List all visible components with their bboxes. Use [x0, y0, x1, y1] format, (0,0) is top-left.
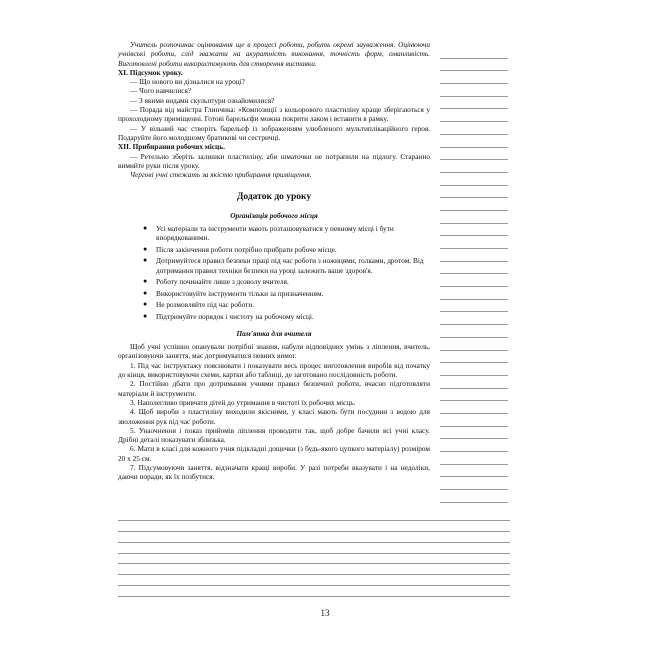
note-line [440, 122, 508, 135]
list-item: ● Підтримуйте порядок і чистоту на робочому місці. [156, 312, 430, 321]
note-line [118, 554, 510, 565]
list-item: ● Дотримуйтеся правил безпеки праці під час роботи з ножицями, голками, дротом. Від дотримання правил техніки безпеки на уроці залежить ваше здоров'я. [156, 256, 430, 275]
workplace-list [118, 224, 430, 321]
teacher-memo-item: 4. Щоб вироби з пластиліну виходили якісними, у класі мають бути посудини з водою для зволоження рук під час роботи. [118, 407, 430, 426]
note-line [118, 564, 510, 575]
note-line [440, 109, 508, 122]
teacher-memo-heading: Пам'ятка для вчителя [236, 328, 312, 338]
note-line [440, 160, 508, 173]
note-line [440, 401, 508, 414]
appendix-heading: Додаток до уроку [236, 192, 312, 203]
note-line [440, 414, 508, 427]
note-line [118, 586, 510, 597]
list-item: ● Роботу починайте лише з дозволу вчителя. [156, 277, 430, 286]
note-line [440, 198, 508, 211]
teacher-memo-item: 5. Унаочнення і показ прийомів ліплення проводити так, щоб добре бачили всі учні класу. Дрібні деталі показувати зблизька. [118, 425, 430, 445]
note-line [440, 46, 508, 59]
section-11-item: — У вільний час створіть барельєф із зображенням улюбленого мультиплікаційного героя. Подаруйте його молодшому братикові чи сестричці. [118, 123, 430, 142]
teacher-memo-intro: Щоб учні успішно опанували потрібні знання, набули відповідних умінь з ліплення, вчитель, організовуючи заняття, має дотримуватися певних вимог. [118, 342, 430, 361]
note-line [440, 211, 508, 224]
section-11-item: — З якими видами скульптури ознайомилися? [130, 95, 275, 105]
list-item: ● Усі матеріали та інструменти мають розташовуватися у певному місці і бути впорядкованими. [156, 224, 430, 243]
note-line [440, 452, 508, 465]
list-item: ● Після закінчення роботи потрібно прибрати робоче місце. [156, 245, 430, 254]
note-line [440, 312, 508, 325]
section-12-text: — Ретельно зберіть залишки пластиліну, аби шматочки не потрапили на підлогу. Старанно вимийте руки після уроку. [118, 151, 430, 170]
note-line [440, 338, 508, 351]
note-line [440, 351, 508, 364]
note-line [440, 186, 508, 199]
note-line [118, 543, 510, 554]
note-line [440, 490, 508, 503]
teacher-memo-item: 2. Постійно дбати про дотримання учнями правил безпечної роботи, вчасно підготовляти матеріали й інструменти. [118, 379, 430, 398]
note-line [440, 249, 508, 262]
note-line [440, 135, 508, 148]
teacher-memo-item: 3. Наполегливо привчати дітей до утримання в чистоті їх робочих місць. [130, 397, 356, 407]
margin-note-lines [440, 46, 508, 503]
note-line [118, 510, 510, 521]
note-line [440, 84, 508, 97]
note-line [440, 71, 508, 84]
note-line [440, 59, 508, 72]
note-line [440, 287, 508, 300]
section-11-item: — Чого навчилися? [130, 86, 192, 96]
section-11-item: — Що нового ви дізналися на уроці? [130, 77, 245, 87]
note-line [118, 521, 510, 532]
workplace-heading: Організація робочого місця [230, 210, 318, 220]
teacher-memo-item: 7. Підсумовуючи заняття, відзначати кращі вироби. У разі потреби вказувати і на недоліки, даючи поради, як їх позбутися. [118, 463, 430, 482]
note-line [118, 575, 510, 586]
note-line [440, 389, 508, 402]
section-11-heading: XI. Підсумок уроку. [118, 67, 183, 77]
note-line [440, 363, 508, 376]
note-line [440, 236, 508, 249]
main-text-column [118, 40, 430, 482]
note-line [440, 376, 508, 389]
section-12-heading: XII. Прибирання робочих місць. [118, 142, 225, 152]
note-line [440, 148, 508, 161]
section-12-note: Черговi учні стежать за якістю прибирання приміщення. [130, 170, 312, 180]
note-line [440, 325, 508, 338]
section-11-item: — Порада від майстра Глинчика: «Композиції з кольорового пластиліну краще зберігаються у прохолодному приміщенні. Готові барельєфи можна покрити лаком і вставити в рамку. [118, 105, 430, 124]
note-line [440, 274, 508, 287]
page-number: 13 [320, 608, 330, 618]
note-line [118, 532, 510, 543]
note-line [440, 262, 508, 275]
note-line [440, 477, 508, 490]
note-line [440, 173, 508, 186]
list-item: ● Використовуйте інструменти тільки за призначенням. [156, 289, 430, 298]
note-line [440, 97, 508, 110]
note-line [440, 439, 508, 452]
teacher-memo-item: 1. Під час інструктажу пояснювати і показувати весь процес виготовлення виробів від початку до кінця, використовуючи схеми, картки або таблиці, де заготовано послідовність роботи. [118, 360, 430, 380]
bottom-note-lines [118, 510, 510, 597]
intro-paragraph: Учитель розпочинає оцінювання ще в процесі роботи, робить окремі зауваження. Оцінюючи учнівські роботи, слід зважати на акуратність виконання, точність форм, оманливість. Виготовлені роботи використовують для створення виставки. [118, 40, 430, 68]
list-item: ● Не розмовляйте під час роботи. [156, 300, 430, 309]
note-line [440, 427, 508, 440]
note-line [440, 224, 508, 237]
note-line [440, 465, 508, 478]
note-line [440, 300, 508, 313]
teacher-memo-item: 6. Мати в класі для кожного учня підкладні дощечки (з будь-якого цупкого матеріалу) розміром 20 х 25 см. [118, 444, 430, 463]
